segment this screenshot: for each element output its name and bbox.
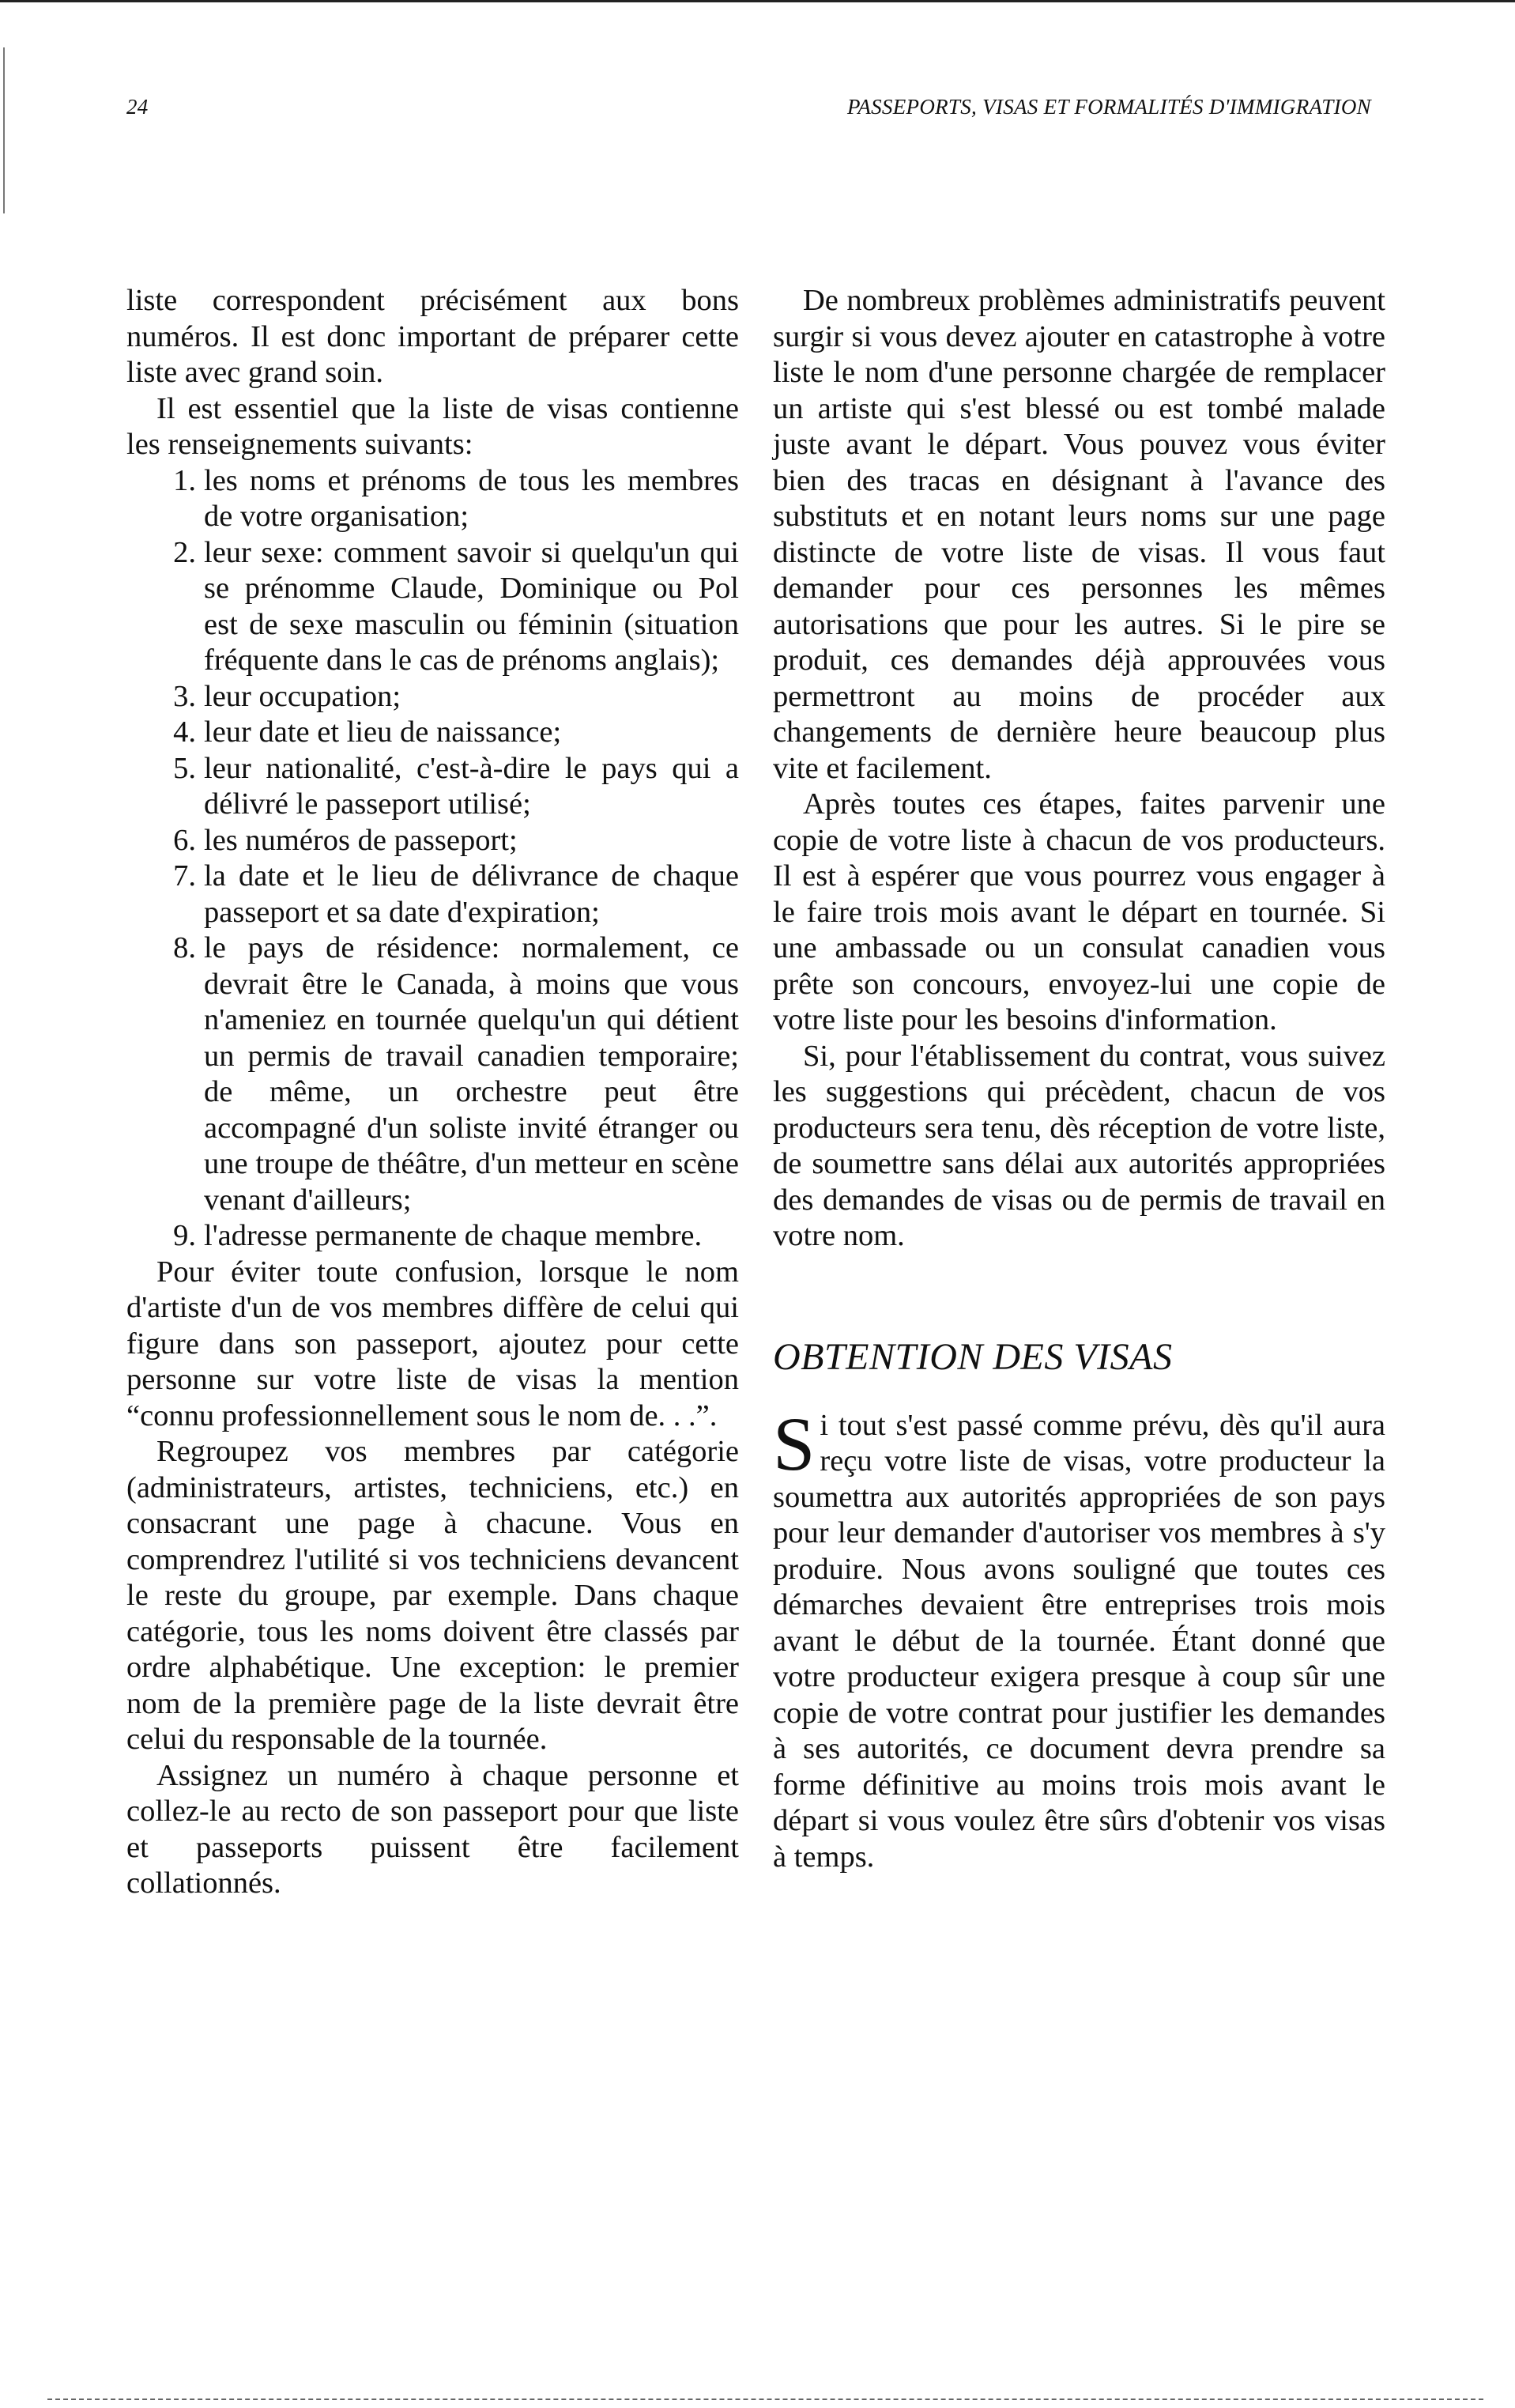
list-item-text: le pays de résidence: normalement, ce devrait être le Canada, à moins que vous n'ameniez en tournée quelqu'un qui détient un permis de travail canadien temporaire; de même, un orchestre peut être accompagné d'un soliste invité étranger ou une troupe de théâtre, d'un metteur en scène venant d'ailleurs; — [204, 931, 739, 1217]
paragraph: Il est essentiel que la liste de visas contienne les renseignements suivants: — [126, 391, 739, 461]
list-item — [126, 463, 739, 535]
list-item-number: 4. — [173, 715, 196, 749]
list-item — [126, 930, 739, 1218]
section-heading: OBTENTION DES VISAS — [773, 1335, 1173, 1378]
paragraph: De nombreux problèmes administratifs peuvent surgir si vous devez ajouter en catastrophe à votre liste le nom d'une personne chargée de remplacer un artiste qui s'est blessé ou est tombé malade juste avant le départ. Vous pouvez vous éviter bien des tracas en désignant à l'avance des substituts et en notant leurs noms sur une page distincte de votre liste de visas. Il vous faut demander pour ces personnes les mêmes autorisations que pour les autres. Si le pire se produit, ces demandes déjà approuvées vous permettront au moins de procéder aux changements de dernière heure beaucoup plus vite et facilement. — [773, 284, 1385, 785]
list-item-number: 2. — [173, 535, 196, 569]
page-number: 24 — [126, 95, 149, 119]
list-item-number: 7. — [173, 859, 196, 893]
list-item — [126, 751, 739, 823]
paragraph — [773, 1401, 1385, 1876]
list-item-text: l'adresse permanente de chaque membre. — [204, 1219, 703, 1252]
list-item — [126, 859, 739, 930]
scan-left-edge-mark — [3, 47, 5, 213]
running-title: PASSEPORTS, VISAS ET FORMALITÉS D'IMMIGRATION — [847, 95, 1371, 119]
list-item — [126, 535, 739, 679]
list-item-number: 9. — [173, 1219, 196, 1252]
list-item-number: 5. — [173, 751, 196, 785]
page-header — [126, 95, 1371, 126]
paragraph-text: i tout s'est passé comme prévu, dès qu'il aura reçu votre liste de visas, votre producteur la soumettra aux autorités appropriées de son pays pour leur demander d'autoriser vos membres à s'y produire. Nous avons souligné que toutes ces démarches devaient être entreprises trois mois avant le début de la tournée. Étant donné que votre producteur exigera presque à coup sûr une copie de votre contrat pour justifier les demandes à ses autorités, ce document devra prendre sa forme définitive au moins trois mois avant le départ si vous voulez être sûrs d'obtenir vos visas à temps. — [773, 1408, 1385, 1874]
list-item-number: 8. — [173, 931, 196, 964]
list-item-text: leur date et lieu de naissance; — [204, 715, 562, 749]
paragraph: Après toutes ces étapes, faites parvenir une copie de votre liste à chacun de vos producteurs. Il est à espérer que vous pourrez vous engager à le faire trois mois avant le départ en tournée. Si une ambassade ou un consulat canadien vous prête son concours, envoyez-lui une copie de votre liste pour les besoins d'information. — [773, 787, 1385, 1036]
list-item-number: 1. — [173, 463, 196, 497]
list-item-text: la date et le lieu de délivrance de chaque passeport et sa date d'expiration; — [204, 859, 739, 929]
list-item-text: les numéros de passeport; — [204, 823, 518, 857]
list-item-number: 6. — [173, 823, 196, 857]
right-column — [773, 283, 1385, 1875]
drop-cap: S — [773, 1401, 816, 1486]
list-item — [126, 1218, 739, 1255]
list-item — [126, 715, 739, 751]
list-item-text: leur sexe: comment savoir si quelqu'un qui se prénomme Claude, Dominique ou Pol est de sexe masculin ou féminin (situation fréquente dans le cas de prénoms anglais); — [204, 535, 739, 677]
paragraph: Assignez un numéro à chaque personne et collez-le au recto de son passeport pour que liste et passeports puissent être facilement collationnés. — [126, 1758, 739, 1900]
list-item-number: 3. — [173, 679, 196, 713]
paragraph: liste correspondent précisément aux bons numéros. Il est donc important de préparer cette liste avec grand soin. — [126, 284, 739, 389]
list-item-text: leur nationalité, c'est-à-dire le pays qui a délivré le passeport utilisé; — [204, 751, 739, 821]
paragraph: Si, pour l'établissement du contrat, vous suivez les suggestions qui précèdent, chacun de vos producteurs sera tenu, dès réception de votre liste, de soumettre sans délai aux autorités appropriées des demandes de visas ou de permis de travail en votre nom. — [773, 1039, 1385, 1252]
scan-top-edge-line — [0, 0, 1515, 2]
list-item-text: les noms et prénoms de tous les membres de votre organisation; — [204, 463, 739, 533]
left-column — [126, 283, 739, 1902]
list-item — [126, 823, 739, 859]
visa-info-list — [126, 463, 739, 1255]
list-item — [126, 679, 739, 715]
paragraph: Regroupez vos membres par catégorie (administrateurs, artistes, techniciens, etc.) en consacrant une page à chacune. Vous en comprendrez l'utilité si vos techniciens devancent le reste du groupe, par exemple. Dans chaque catégorie, tous les noms doivent être classés par ordre alphabétique. Une exception: le premier nom de la première page de la liste devrait être celui du responsable de la tournée. — [126, 1435, 739, 1756]
paragraph: Pour éviter toute confusion, lorsque le nom d'artiste d'un de vos membres diffère de celui qui figure dans son passeport, ajoutez pour cette personne sur votre liste de visas la mention “connu professionnellement sous le nom de. . .”. — [126, 1255, 739, 1432]
list-item-text: leur occupation; — [204, 679, 401, 713]
scan-bottom-edge-line — [47, 2399, 1483, 2401]
